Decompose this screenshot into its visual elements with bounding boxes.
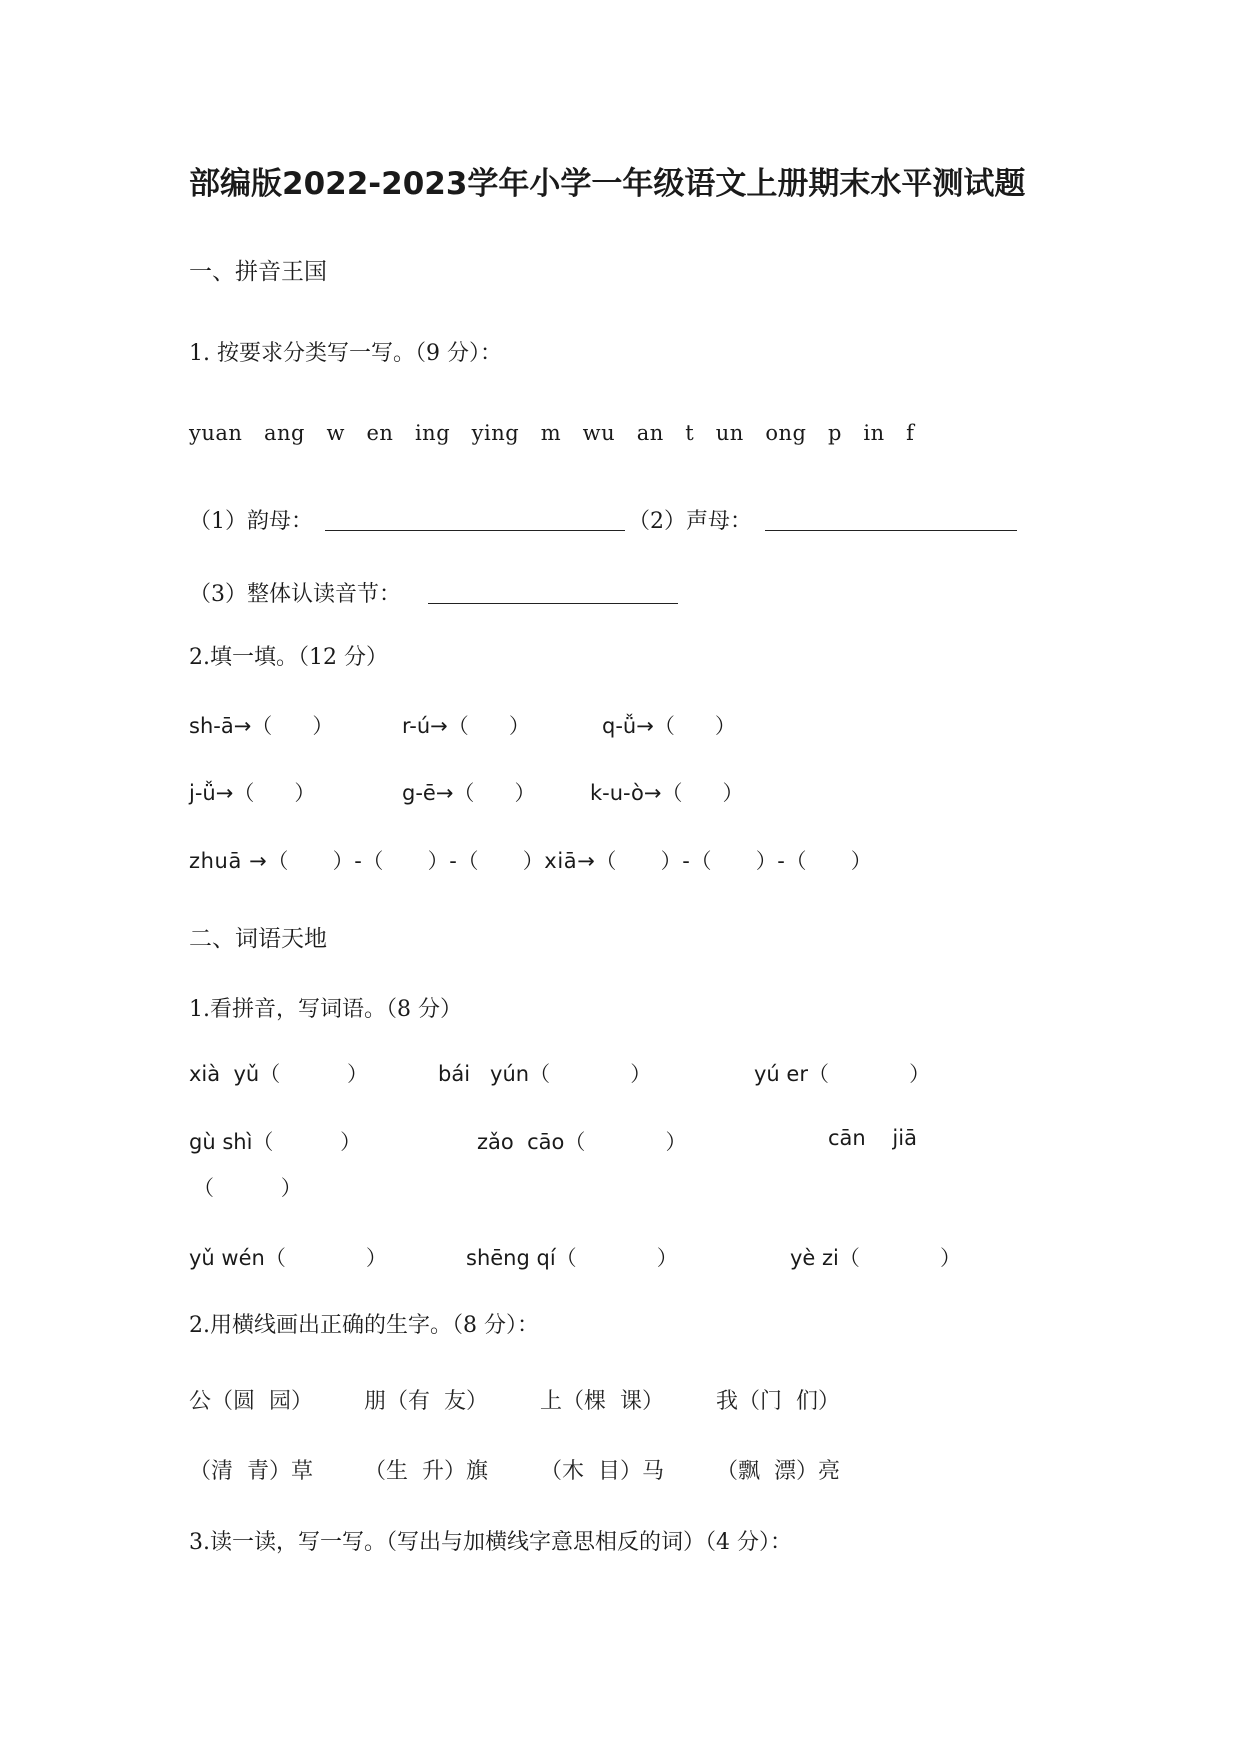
whole-syllables-label: （3）整体认读音节： <box>189 582 401 607</box>
initials-answer-line[interactable] <box>765 530 1017 531</box>
whole-syllables-answer-line[interactable] <box>428 603 678 604</box>
fill-item: sh-ā→（ ） <box>189 714 334 738</box>
pinyin-word-item: cān jiā <box>828 1126 917 1150</box>
pinyin-word-item: bái yún（ ） <box>438 1062 652 1086</box>
question-2-prompt: 2.填一填。（12 分） <box>189 645 388 670</box>
pinyin-word-item: yè zi（ ） <box>790 1246 961 1270</box>
question-5-prompt: 3.读一读，写一写。（写出与加横线字意思相反的词）（4 分）： <box>189 1530 792 1555</box>
pinyin-word-blank: （ ） <box>193 1176 302 1200</box>
char-choice-item: 上（棵 课） <box>540 1389 664 1414</box>
finals-label: （1）韵母： <box>189 509 313 534</box>
fill-item: j-ǚ→（ ） <box>189 781 316 805</box>
page-title: 部编版2022-2023学年小学一年级语文上册期末水平测试题 <box>189 166 1026 202</box>
initials-label: （2）声母： <box>628 509 752 534</box>
pinyin-word-item: gù shì（ ） <box>189 1130 362 1154</box>
fill-item: k-u-ò→（ ） <box>590 781 744 805</box>
pinyin-word-item: zǎo cāo（ ） <box>477 1130 687 1154</box>
fill-item: q-ǚ→（ ） <box>602 714 736 738</box>
fill-item: r-ú→（ ） <box>402 714 530 738</box>
pinyin-letters: yuan ang w en ing ying m wu an t un ong p in f <box>189 421 915 445</box>
question-3-prompt: 1.看拼音，写词语。（8 分） <box>189 997 462 1022</box>
section-heading-pinyin: 一、拼音王国 <box>189 259 327 285</box>
pinyin-word-item: shēng qí（ ） <box>466 1246 678 1270</box>
char-choice-item: 公（圆 园） <box>189 1389 313 1414</box>
fill-item: g-ē→（ ） <box>402 781 536 805</box>
pinyin-word-item: yú er（ ） <box>754 1062 931 1086</box>
section-heading-words: 二、词语天地 <box>189 926 327 952</box>
char-choice-item: （飘 漂）亮 <box>716 1459 840 1484</box>
char-choice-item: （生 升）旗 <box>364 1459 488 1484</box>
pinyin-word-item: yǔ wén（ ） <box>189 1246 387 1270</box>
question-1-prompt: 1. 按要求分类写一写。（9 分）： <box>189 341 502 366</box>
question-4-prompt: 2.用横线画出正确的生字。（8 分）： <box>189 1313 539 1338</box>
char-choice-item: 我（门 们） <box>716 1389 840 1414</box>
char-choice-item: （清 青）草 <box>189 1459 313 1484</box>
char-choice-item: （木 目）马 <box>540 1459 664 1484</box>
pinyin-word-item: xià yǔ（ ） <box>189 1062 368 1086</box>
char-choice-item: 朋（有 友） <box>364 1389 488 1414</box>
finals-answer-line[interactable] <box>325 530 625 531</box>
fill-item-row3: zhuā →（ ）-（ ）-（ ）xiā→（ ）-（ ）-（ ） <box>189 849 873 873</box>
